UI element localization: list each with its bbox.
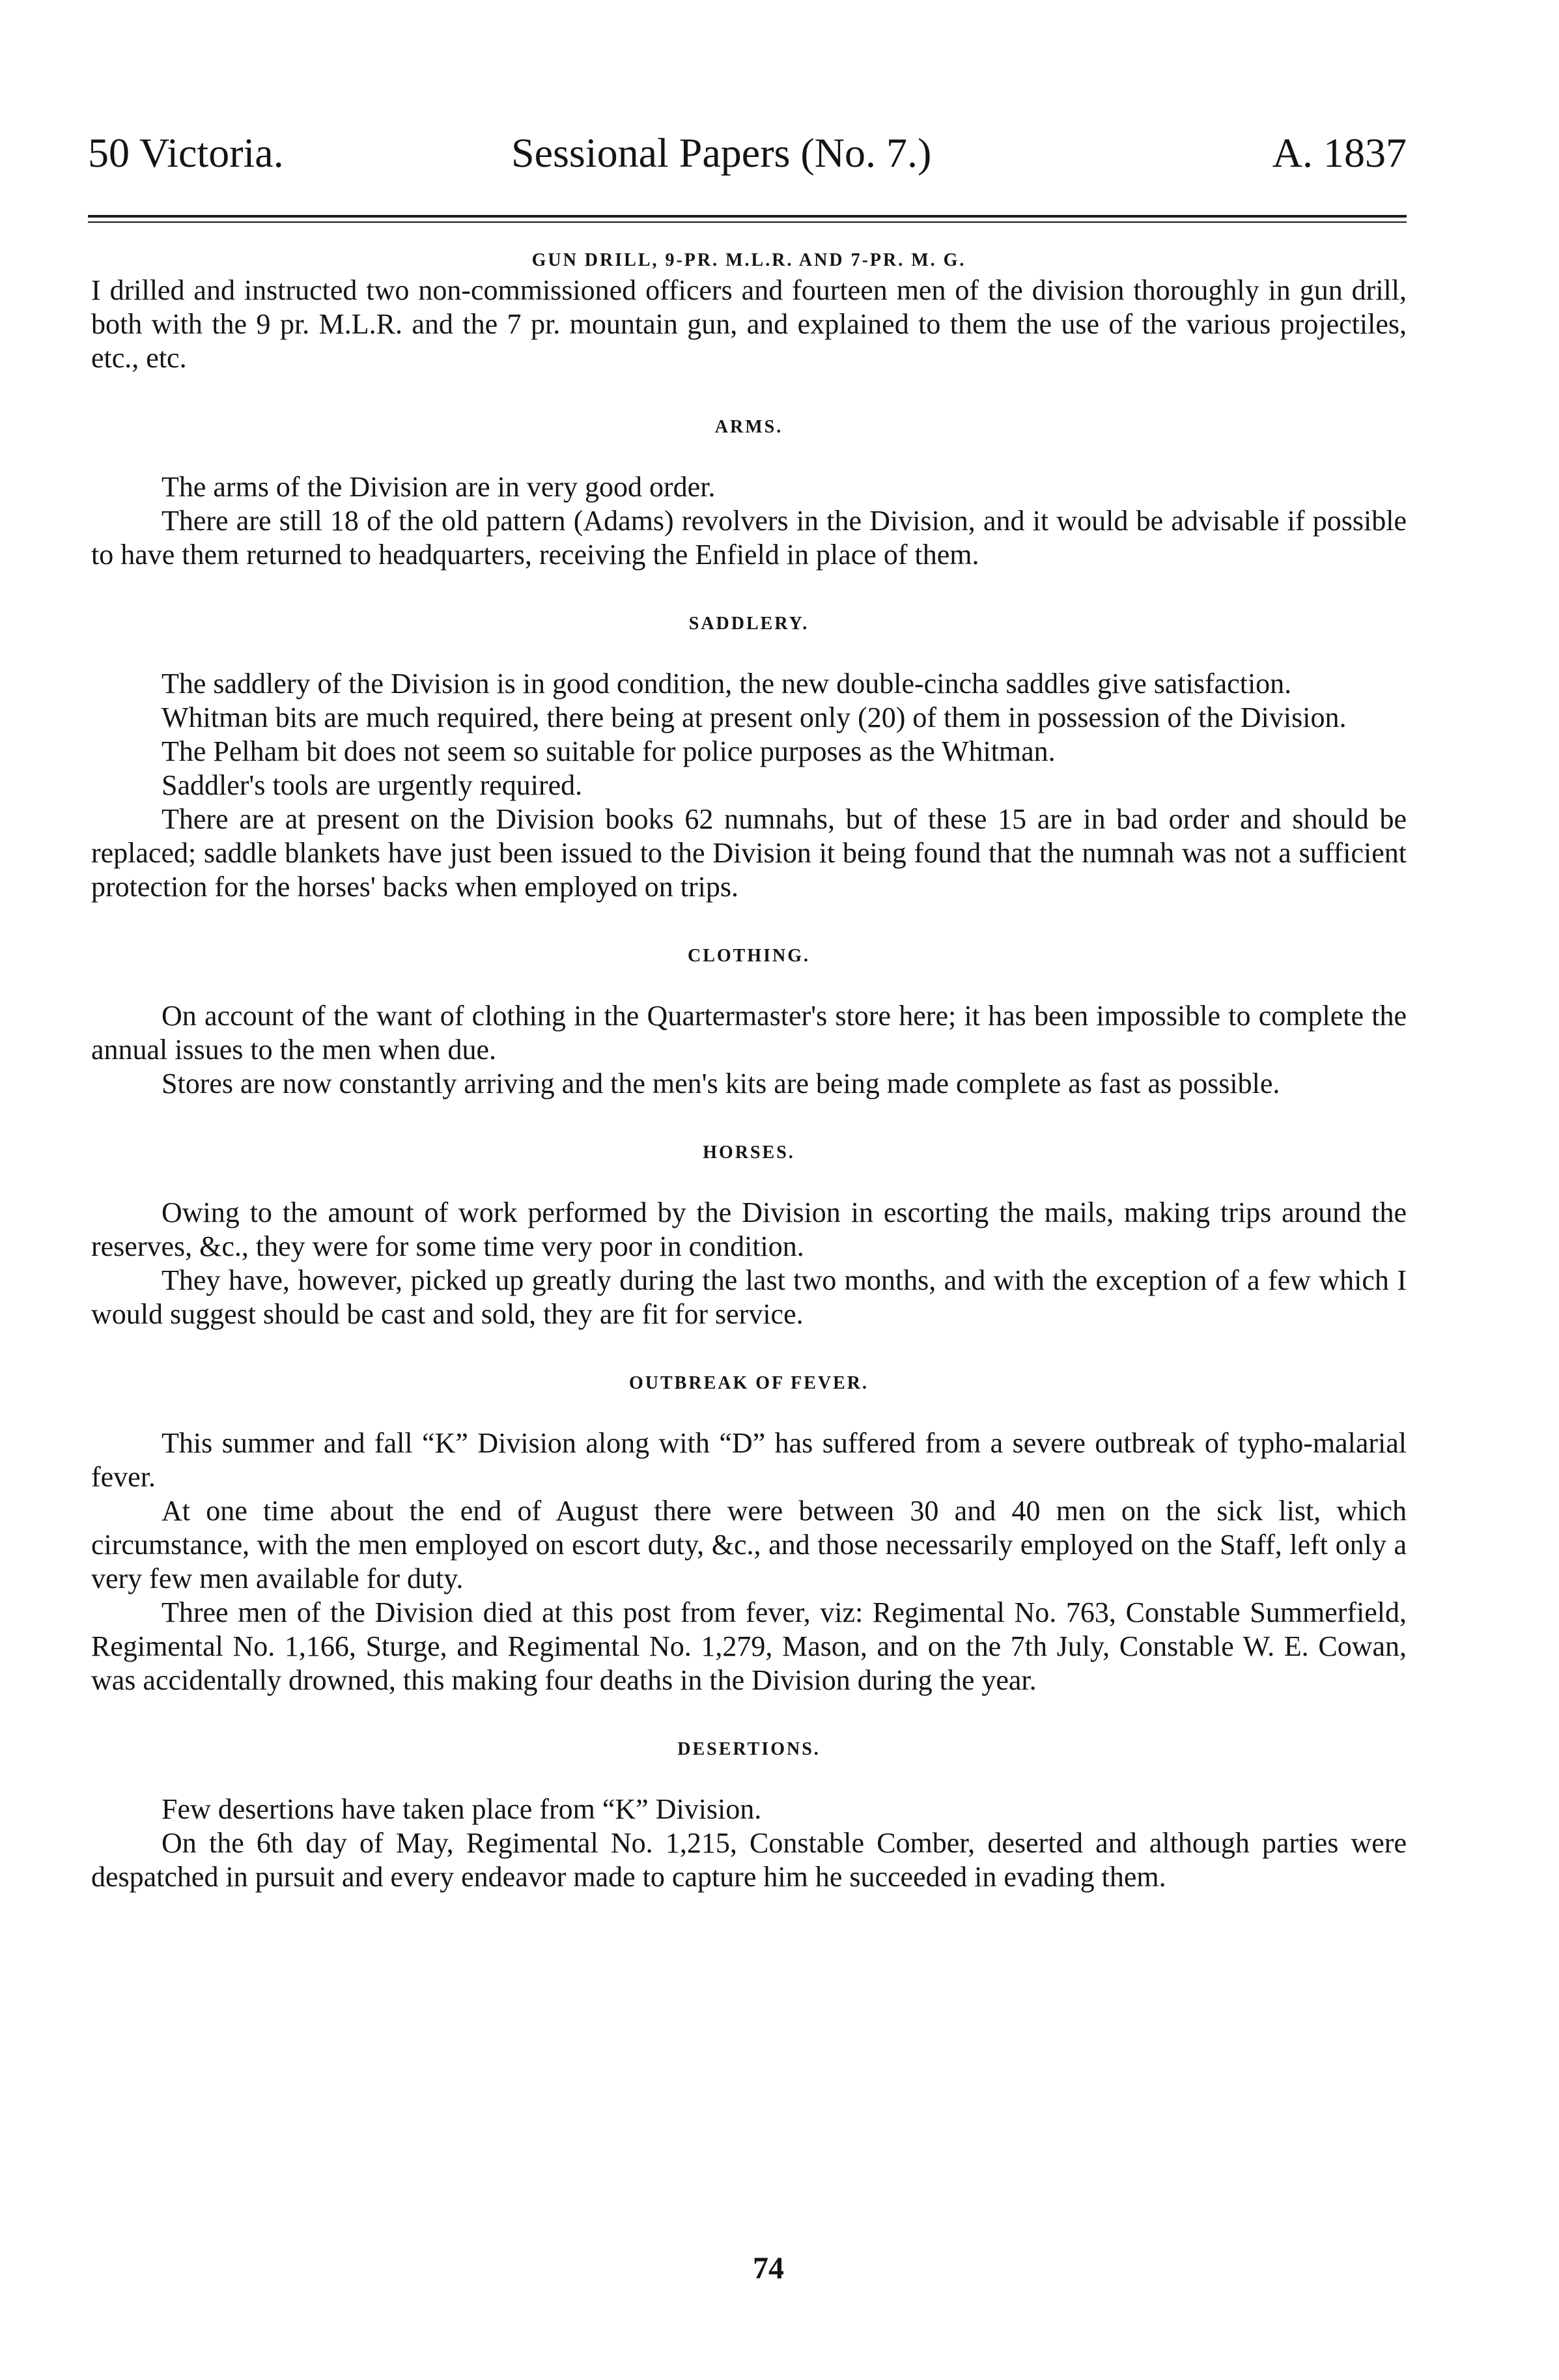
paragraph: Owing to the amount of work performed by the Division in escorting the mails, making trips around the reserves, &c., they were for some time very poor in condition. <box>91 1197 1407 1262</box>
paragraph: Saddler's tools are urgently required. <box>162 769 583 801</box>
header-rule <box>88 215 1407 218</box>
page-number: 74 <box>753 2251 784 2286</box>
section-gun-drill <box>91 248 1407 375</box>
header-title: Sessional Papers (No. 7.) <box>511 130 932 176</box>
running-header <box>88 124 1407 182</box>
section-heading: OUTBREAK OF FEVER. <box>629 1373 869 1393</box>
paragraph: There are at present on the Division books 62 numnahs, but of these 15 are in bad order and should be replaced; saddle blankets have just been issued to the Division it being found that the numnah was not a sufficient protection for the horses' backs when employed on trips. <box>91 803 1407 903</box>
paragraph: On the 6th day of May, Regimental No. 1,215, Constable Comber, deserted and although parties were despatched in pursuit and every endeavor made to capture him he succeeded in evading them. <box>91 1827 1407 1893</box>
section-heading: GUN DRILL, 9-PR. M.L.R. AND 7-PR. M. G. <box>531 250 966 270</box>
paragraph: Whitman bits are much required, there being at present only (20) of them in possession of the Division. <box>162 701 1347 733</box>
header-session: 50 Victoria. <box>88 130 284 176</box>
paragraph: At one time about the end of August there were between 30 and 40 men on the sick list, which circumstance, with the men employed on escort duty, &c., and those necessarily employed on the Staff, left only a very few men available for duty. <box>91 1495 1407 1594</box>
paragraph: Three men of the Division died at this post from fever, viz: Regimental No. 763, Constable Summerfield, Regimental No. 1,166, Sturge, and Regimental No. 1,279, Mason, and on the 7th July, Constable W. E. Cowan, was accidentally drowned, this making four deaths in the Division during the year. <box>91 1596 1407 1696</box>
section-desertions <box>91 1736 1407 1894</box>
section-heading: DESERTIONS. <box>677 1739 821 1759</box>
section-outbreak-of-fever <box>91 1370 1407 1697</box>
section-saddlery <box>91 611 1407 904</box>
paragraph: This summer and fall “K” Division along with “D” has suffered from a severe outbreak of typho-malarial fever. <box>91 1427 1407 1493</box>
section-horses <box>91 1140 1407 1331</box>
paragraph: The saddlery of the Division is in good condition, the new double-cincha saddles give satisfaction. <box>162 668 1292 700</box>
section-heading: CLOTHING. <box>687 946 811 966</box>
section-arms <box>91 414 1407 572</box>
paragraph: They have, however, picked up greatly during the last two months, and with the exception of a few which I would suggest should be cast and sold, they are fit for service. <box>91 1264 1407 1330</box>
section-heading: ARMS. <box>714 417 783 437</box>
section-heading: SADDLERY. <box>688 614 809 634</box>
paragraph: On account of the want of clothing in the Quartermaster's store here; it has been impossible to complete the annual issues to the men when due. <box>91 1000 1407 1066</box>
paragraph: There are still 18 of the old pattern (Adams) revolvers in the Division, and it would be advisable if possible to have them returned to headquarters, receiving the Enfield in place of them. <box>91 505 1407 571</box>
paragraph: The arms of the Division are in very good order. <box>162 471 716 503</box>
paragraph: The Pelham bit does not seem so suitable for police purposes as the Whitman. <box>162 735 1056 767</box>
document-body <box>91 248 1407 1894</box>
section-clothing <box>91 943 1407 1101</box>
paragraph: I drilled and instructed two non-commissioned officers and fourteen men of the division thoroughly in gun drill, both with the 9 pr. M.L.R. and the 7 pr. mountain gun, and explained to them the use of the various projectiles, etc., etc. <box>91 274 1407 374</box>
section-heading: HORSES. <box>703 1142 795 1163</box>
paragraph: Few desertions have taken place from “K” Division. <box>162 1793 762 1825</box>
header-year: A. 1837 <box>1272 130 1407 176</box>
header-rule-thin <box>88 221 1407 223</box>
paragraph: Stores are now constantly arriving and the men's kits are being made complete as fast as possible. <box>162 1068 1280 1099</box>
